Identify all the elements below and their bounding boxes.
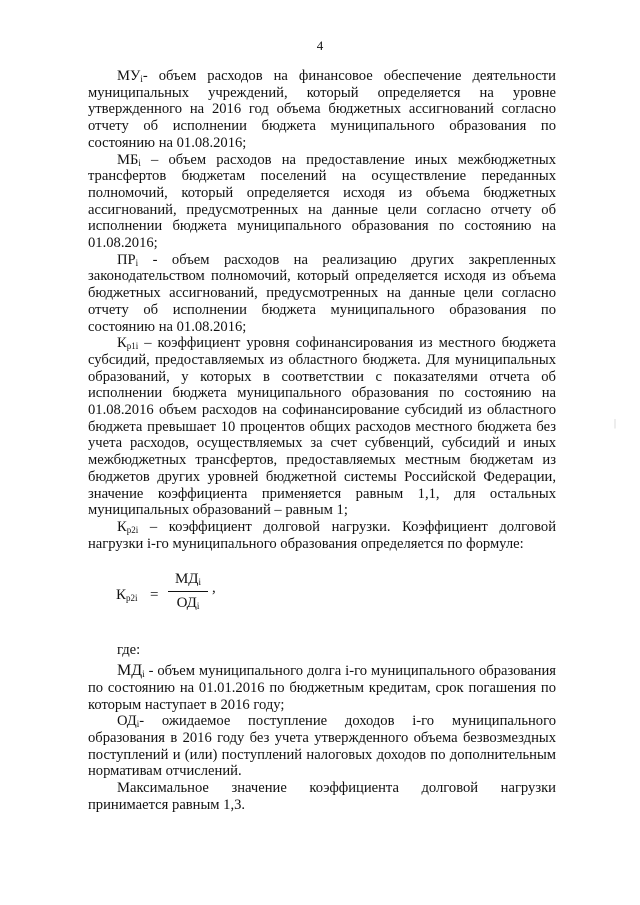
formula-fraction (166, 568, 210, 614)
formula-lhs-sub: р2i (126, 593, 138, 604)
paragraph-kp2 (88, 519, 556, 552)
term-md-sub: i (142, 669, 145, 680)
paragraph-mb (88, 152, 556, 252)
definition-mb: – объем расходов на предоставление иных межбюджетных трансфертов бюджетам поселений на осуществление переданных полномочий, который определяется исходя из объема бюджетных ассигнований, предусмотренных на данные цели согласно отчету об исполнении бюджета муниципального образования по состоянию на 01.08.2016; (88, 151, 556, 252)
term-kp2: К (117, 518, 127, 535)
document-body (88, 68, 556, 813)
definition-pr: - объем расходов на реализацию других закрепленных законодательством полномочий, который определяется исходя из объема бюджетных ассигнований, предусмотренных на данные цели согласно отчету об исполнении бюджета муниципального образования по состоянию на 01.08.2016; (88, 251, 556, 335)
formula-lhs-symbol: К (116, 587, 127, 604)
term-mb-sub: i (138, 157, 141, 168)
formula-numerator (166, 568, 210, 590)
where-label: где: (117, 642, 141, 659)
definition-mu: - объем расходов на финансовое обеспечение деятельности муниципальных учреждений, который определяется на уровне утвержденного на 2016 год объема бюджетных ассигнований согласно отчету об исполнении бюджета муниципального образования по состоянию на 01.08.2016; (88, 68, 556, 151)
paragraph-max: Максимальное значение коэффициента долговой нагрузки принимается равным 1,3. (88, 780, 556, 813)
formula-num-symbol: МД (174, 571, 199, 588)
term-od-sub: i (136, 719, 140, 730)
formula-equals: = (150, 587, 159, 604)
formula-num-sub: i (198, 577, 202, 588)
paragraph-od (88, 713, 556, 780)
formula-den-sub: i (196, 601, 200, 612)
formula-comma: , (212, 580, 216, 597)
term-kp1-sub: р1i (126, 341, 139, 352)
margin-mark: | (614, 418, 617, 429)
term-pr-sub: i (135, 257, 139, 268)
paragraph-kp1 (88, 335, 556, 519)
term-od: ОД (117, 713, 137, 730)
debt-load-formula (88, 568, 556, 624)
term-mu: МУ (117, 68, 141, 84)
paragraph-md (88, 663, 556, 713)
term-kp2-sub: р2i (126, 524, 139, 535)
definition-kp2: – коэффициент долговой нагрузки. Коэффициент долговой нагрузки i-го муниципального образования определяется по формуле: (88, 518, 556, 552)
formula-lhs (116, 587, 138, 604)
page-number: 4 (316, 38, 324, 53)
definition-od: - ожидаемое поступление доходов i-го муниципального образования в 2016 году без учета утвержденного объема безвозмездных поступлений и (или) поступлений налоговых доходов по дополнительным нормативам отчислений. (88, 713, 556, 780)
definition-kp1: – коэффициент уровня софинансирования из местного бюджета субсидий, предоставляемых из областного бюджета. Для муниципальных образований, у которых в соответствии с показателями отчета об исполнении бюджета муниципального образования по состоянию на 01.08.2016 объем расходов на софинансирование субсидий из областного бюджета превышает 10 процентов общих расходов местного бюджета без учета расходов, осуществляемых за счет субвенций, субсидий и иных межбюджетных трансфертов, предоставляемых местным бюджетам из бюджетов других уровней бюджетной системы Российской Федерации, значение коэффициента применяется равным 1,1, для остальных муниципальных образований – равным 1; (88, 335, 556, 519)
formula-denominator (166, 592, 210, 614)
term-pr: ПР (117, 251, 136, 268)
term-kp1: К (117, 335, 127, 352)
term-mu-sub: i (140, 74, 143, 84)
paragraph-pr (88, 252, 556, 336)
paragraph-mu (88, 68, 556, 152)
definition-md: - объем муниципального долга i-го муниципального образования по состоянию на 01.01.2016 по бюджетным кредитам, срок погашения по которым наступает в 2016 году; (88, 663, 556, 713)
term-mb: МБ (117, 151, 139, 168)
term-md: МД (117, 662, 143, 680)
formula-den-symbol: ОД (176, 595, 197, 612)
